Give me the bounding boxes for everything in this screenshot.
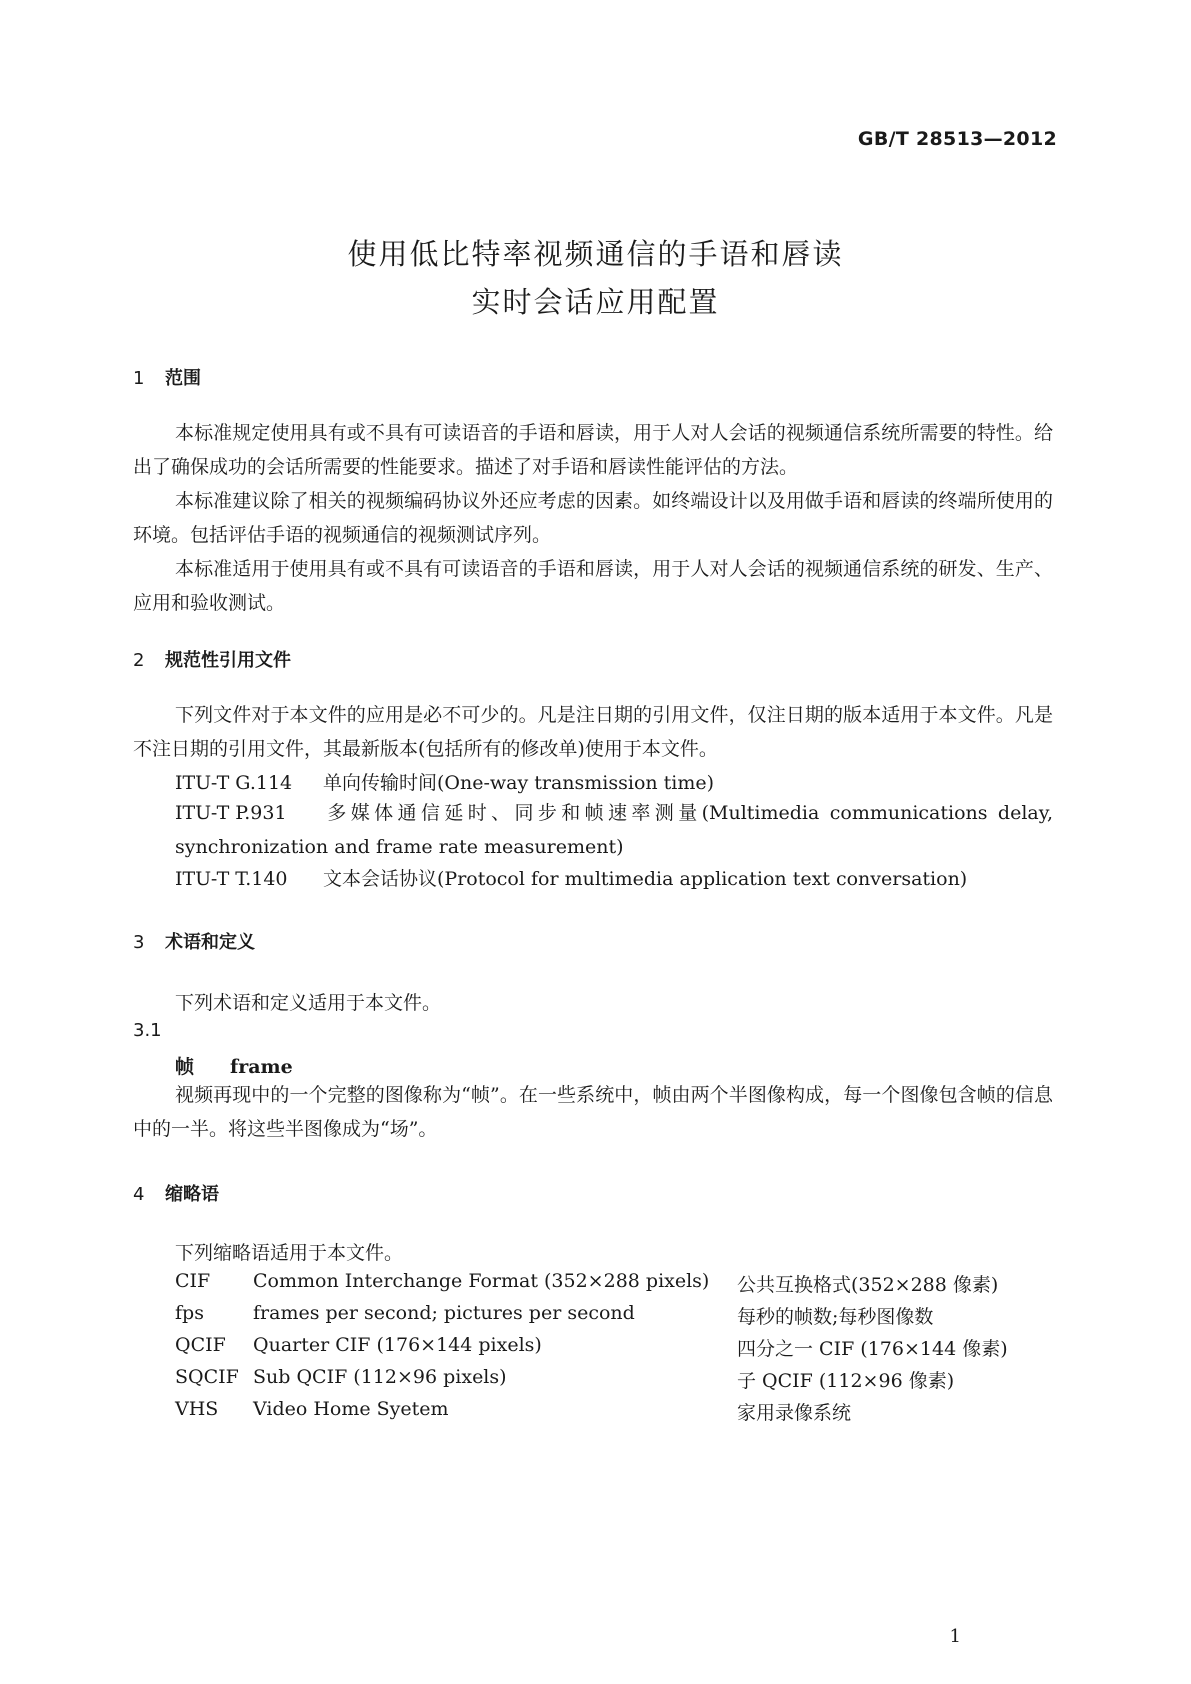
abbreviation-chinese: 四分之一 CIF (176×144 像素) bbox=[737, 1338, 1008, 1360]
term-chinese: 帧 bbox=[175, 1056, 195, 1078]
abbreviation: QCIF bbox=[175, 1334, 226, 1356]
section-title: 术语和定义 bbox=[165, 932, 255, 953]
abbreviation: SQCIF bbox=[175, 1366, 239, 1388]
abbreviation-english: frames per second; pictures per second bbox=[253, 1302, 635, 1324]
abbreviation-chinese: 公共互换格式(352×288 像素) bbox=[737, 1274, 999, 1296]
reference-code: ITU-T P.931 bbox=[175, 802, 287, 824]
section-title: 缩略语 bbox=[165, 1184, 219, 1205]
reference-item bbox=[175, 768, 714, 795]
term-entry bbox=[175, 1052, 293, 1079]
reference-code: ITU-T T.140 bbox=[175, 868, 288, 890]
reference-title: 单向传输时间(One-way transmission time) bbox=[323, 772, 715, 794]
abbreviation: VHS bbox=[175, 1398, 219, 1420]
document-title-line-1: 使用低比特率视频通信的手语和唇读 bbox=[347, 237, 844, 271]
reference-code: ITU-T G.114 bbox=[175, 772, 293, 794]
abbreviation: CIF bbox=[175, 1270, 211, 1292]
section-heading-scope bbox=[133, 364, 201, 390]
paragraph: 下列文件对于本文件的应用是必不可少的。凡是注日期的引用文件，仅注日期的版本适用于本文件。凡是不注日期的引用文件，其最新版本(包括所有的修改单)使用于本文件。 bbox=[133, 704, 1053, 760]
abbreviation-row bbox=[175, 1398, 1055, 1432]
section-title: 规范性引用文件 bbox=[165, 650, 291, 671]
section-heading-terms bbox=[133, 928, 255, 954]
reference-item bbox=[133, 796, 1053, 864]
abbreviation: fps bbox=[175, 1302, 204, 1324]
paragraph: 下列缩略语适用于本文件。 bbox=[175, 1242, 404, 1264]
abbreviation-chinese: 每秒的帧数;每秒图像数 bbox=[737, 1306, 934, 1328]
standard-number: GB/T 28513—2012 bbox=[857, 128, 1057, 150]
term-english: frame bbox=[230, 1056, 293, 1078]
abbreviation-row bbox=[175, 1334, 1055, 1368]
abbreviation-english: Quarter CIF (176×144 pixels) bbox=[253, 1334, 542, 1356]
term-definition: 视频再现中的一个完整的图像称为“帧”。在一些系统中，帧由两个半图像构成，每一个图像包含帧的信息中的一半。将这些半图像成为“场”。 bbox=[133, 1084, 1053, 1140]
abbreviation-chinese: 家用录像系统 bbox=[737, 1402, 852, 1424]
reference-title: 文本会话协议(Protocol for multimedia application text conversation) bbox=[323, 868, 968, 890]
reference-item bbox=[175, 864, 967, 891]
abbreviation-row bbox=[175, 1270, 1055, 1304]
section-number: 1 bbox=[133, 368, 145, 389]
paragraph: 本标准适用于使用具有或不具有可读语音的手语和唇读，用于人对人会话的视频通信系统的研发、生产、应用和验收测试。 bbox=[133, 558, 1053, 614]
document-title-line-2: 实时会话应用配置 bbox=[471, 285, 720, 319]
abbreviation-chinese: 子 QCIF (112×96 像素) bbox=[737, 1370, 955, 1392]
section-heading-normative-references bbox=[133, 646, 291, 672]
term-number: 3.1 bbox=[133, 1020, 162, 1041]
paragraph: 下列术语和定义适用于本文件。 bbox=[175, 992, 442, 1014]
paragraph: 本标准规定使用具有或不具有可读语音的手语和唇读，用于人对人会话的视频通信系统所需要的特性。给出了确保成功的会话所需要的性能要求。描述了对手语和唇读性能评估的方法。 bbox=[133, 422, 1053, 478]
abbreviation-row bbox=[175, 1302, 1055, 1336]
abbreviation-english: Sub QCIF (112×96 pixels) bbox=[253, 1366, 507, 1388]
section-number: 2 bbox=[133, 650, 145, 671]
page-number: 1 bbox=[949, 1626, 961, 1647]
section-heading-abbreviations bbox=[133, 1180, 219, 1206]
section-number: 4 bbox=[133, 1184, 145, 1205]
section-title: 范围 bbox=[165, 368, 201, 389]
abbreviation-english: Common Interchange Format (352×288 pixels) bbox=[253, 1270, 710, 1292]
reference-title: 多媒体通信延时、同步和帧速率测量(Multimedia communications delay, synchronization and frame rate measurement) bbox=[175, 802, 1053, 858]
section-number: 3 bbox=[133, 932, 145, 953]
abbreviation-row bbox=[175, 1366, 1055, 1400]
paragraph: 本标准建议除了相关的视频编码协议外还应考虑的因素。如终端设计以及用做手语和唇读的终端所使用的环境。包括评估手语的视频通信的视频测试序列。 bbox=[133, 490, 1053, 546]
abbreviation-english: Video Home Syetem bbox=[253, 1398, 449, 1420]
